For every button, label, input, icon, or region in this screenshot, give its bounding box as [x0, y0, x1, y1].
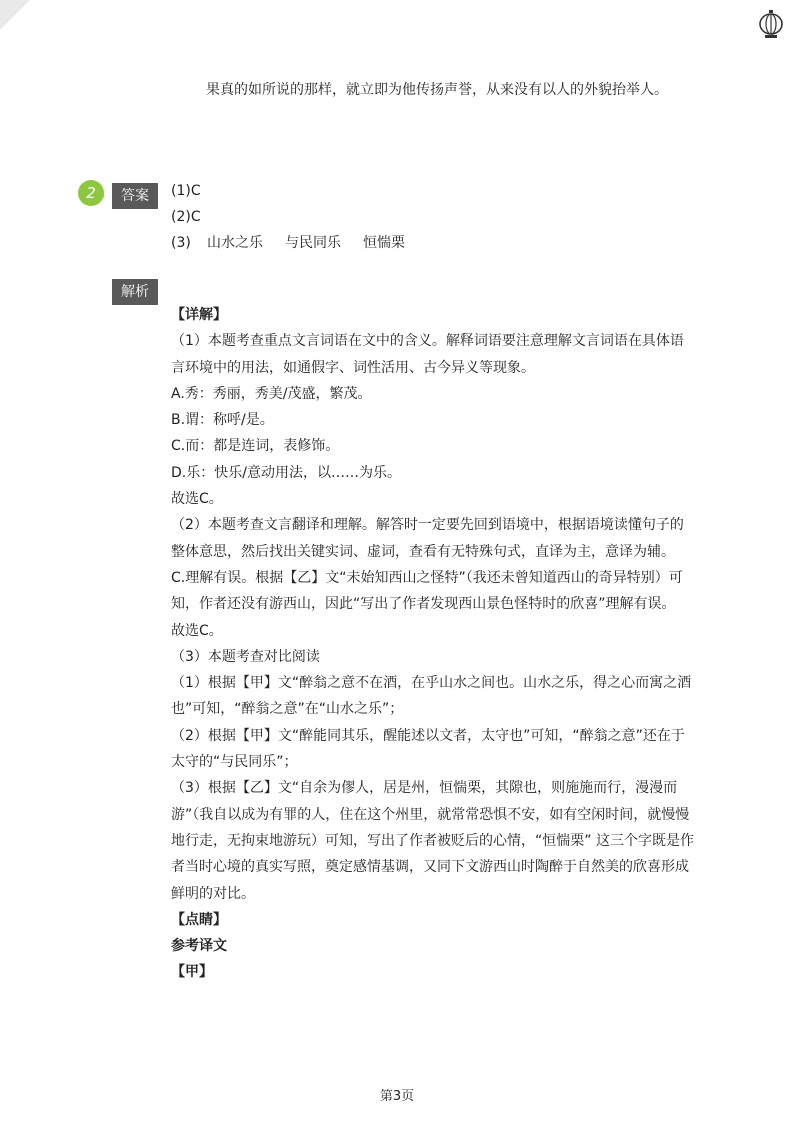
answer-3-number: (3)	[171, 235, 191, 251]
answer-3-item: 与民同乐	[285, 235, 341, 251]
answer-label: 答案	[112, 183, 158, 209]
page-number: 第3页	[379, 1089, 415, 1104]
section-heading-translation: 参考译文	[171, 938, 227, 955]
answer-line-2: (2)C	[171, 209, 201, 225]
page-corner-decoration	[0, 0, 30, 30]
analysis-label: 解析	[112, 279, 158, 305]
analysis-paragraph: 故选C。	[171, 491, 223, 508]
answer-line-3	[171, 230, 621, 256]
analysis-paragraph: （3）本题考查对比阅读	[171, 648, 320, 665]
section-heading-jia: 【甲】	[171, 964, 213, 981]
lantern-logo-icon	[758, 10, 784, 40]
section-heading-highlight: 【点睛】	[171, 911, 227, 928]
question-number-badge: 2	[78, 180, 104, 206]
analysis-paragraph: （1）根据【甲】文“醉翁之意不在酒，在乎山水之间也。山水之乐，得之心而寓之酒也”可知，“醉翁之意”在“山水之乐”；	[171, 675, 692, 718]
analysis-paragraph: D.乐：快乐/意动用法，以……为乐。	[171, 464, 401, 481]
answer-3-item: 山水之乐	[207, 235, 263, 251]
answer-3-item: 恒惴栗	[363, 235, 405, 251]
answer-block	[171, 178, 621, 256]
section-heading-detail: 【详解】	[171, 307, 227, 323]
analysis-paragraph: B.谓：称呼/是。	[171, 412, 274, 429]
analysis-paragraph: A.秀：秀丽，秀美/茂盛，繁茂。	[171, 385, 372, 402]
analysis-paragraph: C.而：都是连词，表修饰。	[171, 438, 340, 455]
analysis-paragraph: （2）本题考查文言翻译和理解。解答时一定要先回到语境中，根据语境读懂句子的整体意思，然后找出关键实词、虚词，查看有无特殊句式，直译为主，意译为辅。	[171, 517, 684, 560]
analysis-paragraph: （1）本题考查重点文言词语在文中的含义。解释词语要注意理解文言词语在具体语言环境中的用法，如通假字、词性活用、古今异义等现象。	[171, 333, 684, 376]
question-badge-tail	[98, 196, 105, 202]
answer-line-1: (1)C	[171, 183, 201, 199]
analysis-paragraph: （3）根据【乙】文“自余为僇人，居是州，恒惴栗，其隙也，则施施而行，漫漫而游”（我自以成为有罪的人，住在这个州里，就常常恐惧不安，如有空闲时间，就慢慢地行走，无拘束地游玩）可知，写出了作者被贬后的心情，“恒惴栗” 这三个字既是作者当时心境的真实写照，奠定感情基调，又同下文游西山时陶醉于自然美的欣喜形成鲜明的对比。	[171, 780, 694, 902]
analysis-paragraph: C.理解有误。根据【乙】文“未始知西山之怪特”（我还未曾知道西山的奇异特别）可知，作者还没有游西山，因此“写出了作者发现西山景色怪特时的欣喜”理解有误。	[171, 569, 683, 613]
analysis-body	[171, 302, 696, 986]
analysis-paragraph: （2）根据【甲】文“醉能同其乐，醒能述以文者，太守也”可知，“醉翁之意”还在于太守的“与民同乐”；	[171, 727, 685, 771]
analysis-paragraph: 故选C。	[171, 622, 223, 639]
intro-paragraph: 果真的如所说的那样，就立即为他传扬声誉，从来没有以人的外貌抬举人。	[206, 82, 668, 98]
